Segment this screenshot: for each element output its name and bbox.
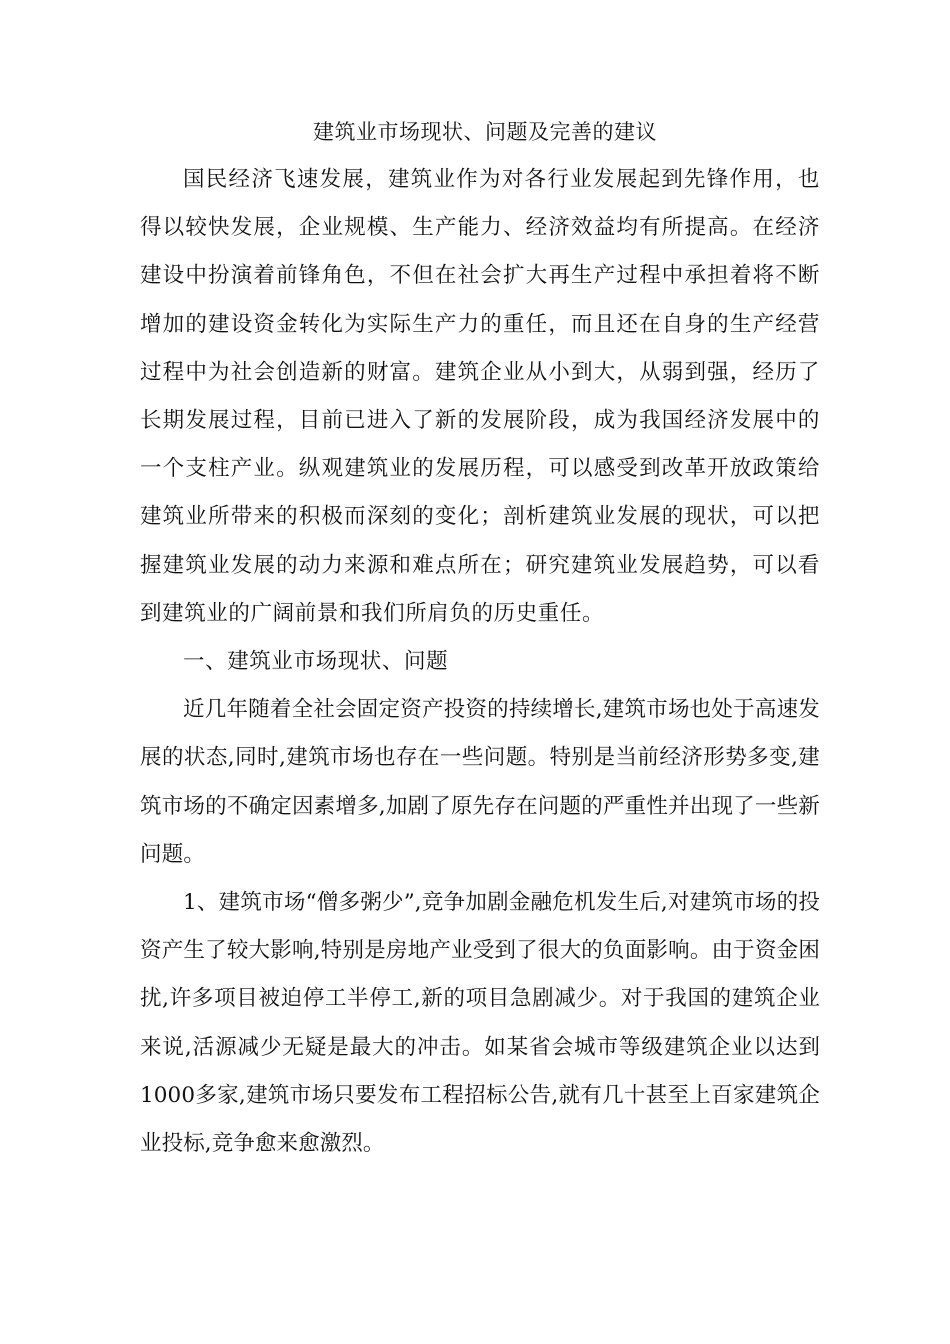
section-heading: 一、建筑业市场现状、问题 <box>183 649 449 675</box>
document-title: 建筑业市场现状、问题及完善的建议 <box>313 120 657 144</box>
document-body <box>140 108 820 1168</box>
section-body-paragraph: 近几年随着全社会固定资产投资的持续增长,建筑市场也处于高速发展的状态,同时,建筑市场也存在一些问题。特别是当前经济形势多变,建筑市场的不确定因素增多,加剧了原先存在问题的严重性并出现了一些新问题。 <box>140 697 820 867</box>
intro-paragraph: 国民经济飞速发展，建筑业作为对各行业发展起到先锋作用，也得以较快发展，企业规模、生产能力、经济效益均有所提高。在经济建设中扮演着前锋角色，不但在社会扩大再生产过程中承担着将不断增加的建设资金转化为实际生产力的重任，而且还在自身的生产经营过程中为社会创造新的财富。建筑企业从小到大，从弱到强，经历了长期发展过程，目前已进入了新的发展阶段，成为我国经济发展中的一个支柱产业。纵观建筑业的发展历程，可以感受到改革开放政策给建筑业所带来的积极而深刻的变化；剖析建筑业发展的现状，可以把握建筑业发展的动力来源和难点所在；研究建筑业发展趋势，可以看到建筑业的广阔前景和我们所肩负的历史重任。 <box>140 167 820 626</box>
point-paragraph: 1、建筑市场“僧多粥少”,竞争加剧金融危机发生后,对建筑市场的投资产生了较大影响,特别是房地产业受到了很大的负面影响。由于资金困扰,许多项目被迫停工半停工,新的项目急剧减少。对于我国的建筑企业来说,活源减少无疑是最大的冲击。如某省会城市等级建筑企业以达到1000多家,建筑市场只要发布工程招标公告,就有几十甚至上百家建筑企业投标,竞争愈来愈激烈。 <box>140 890 820 1157</box>
